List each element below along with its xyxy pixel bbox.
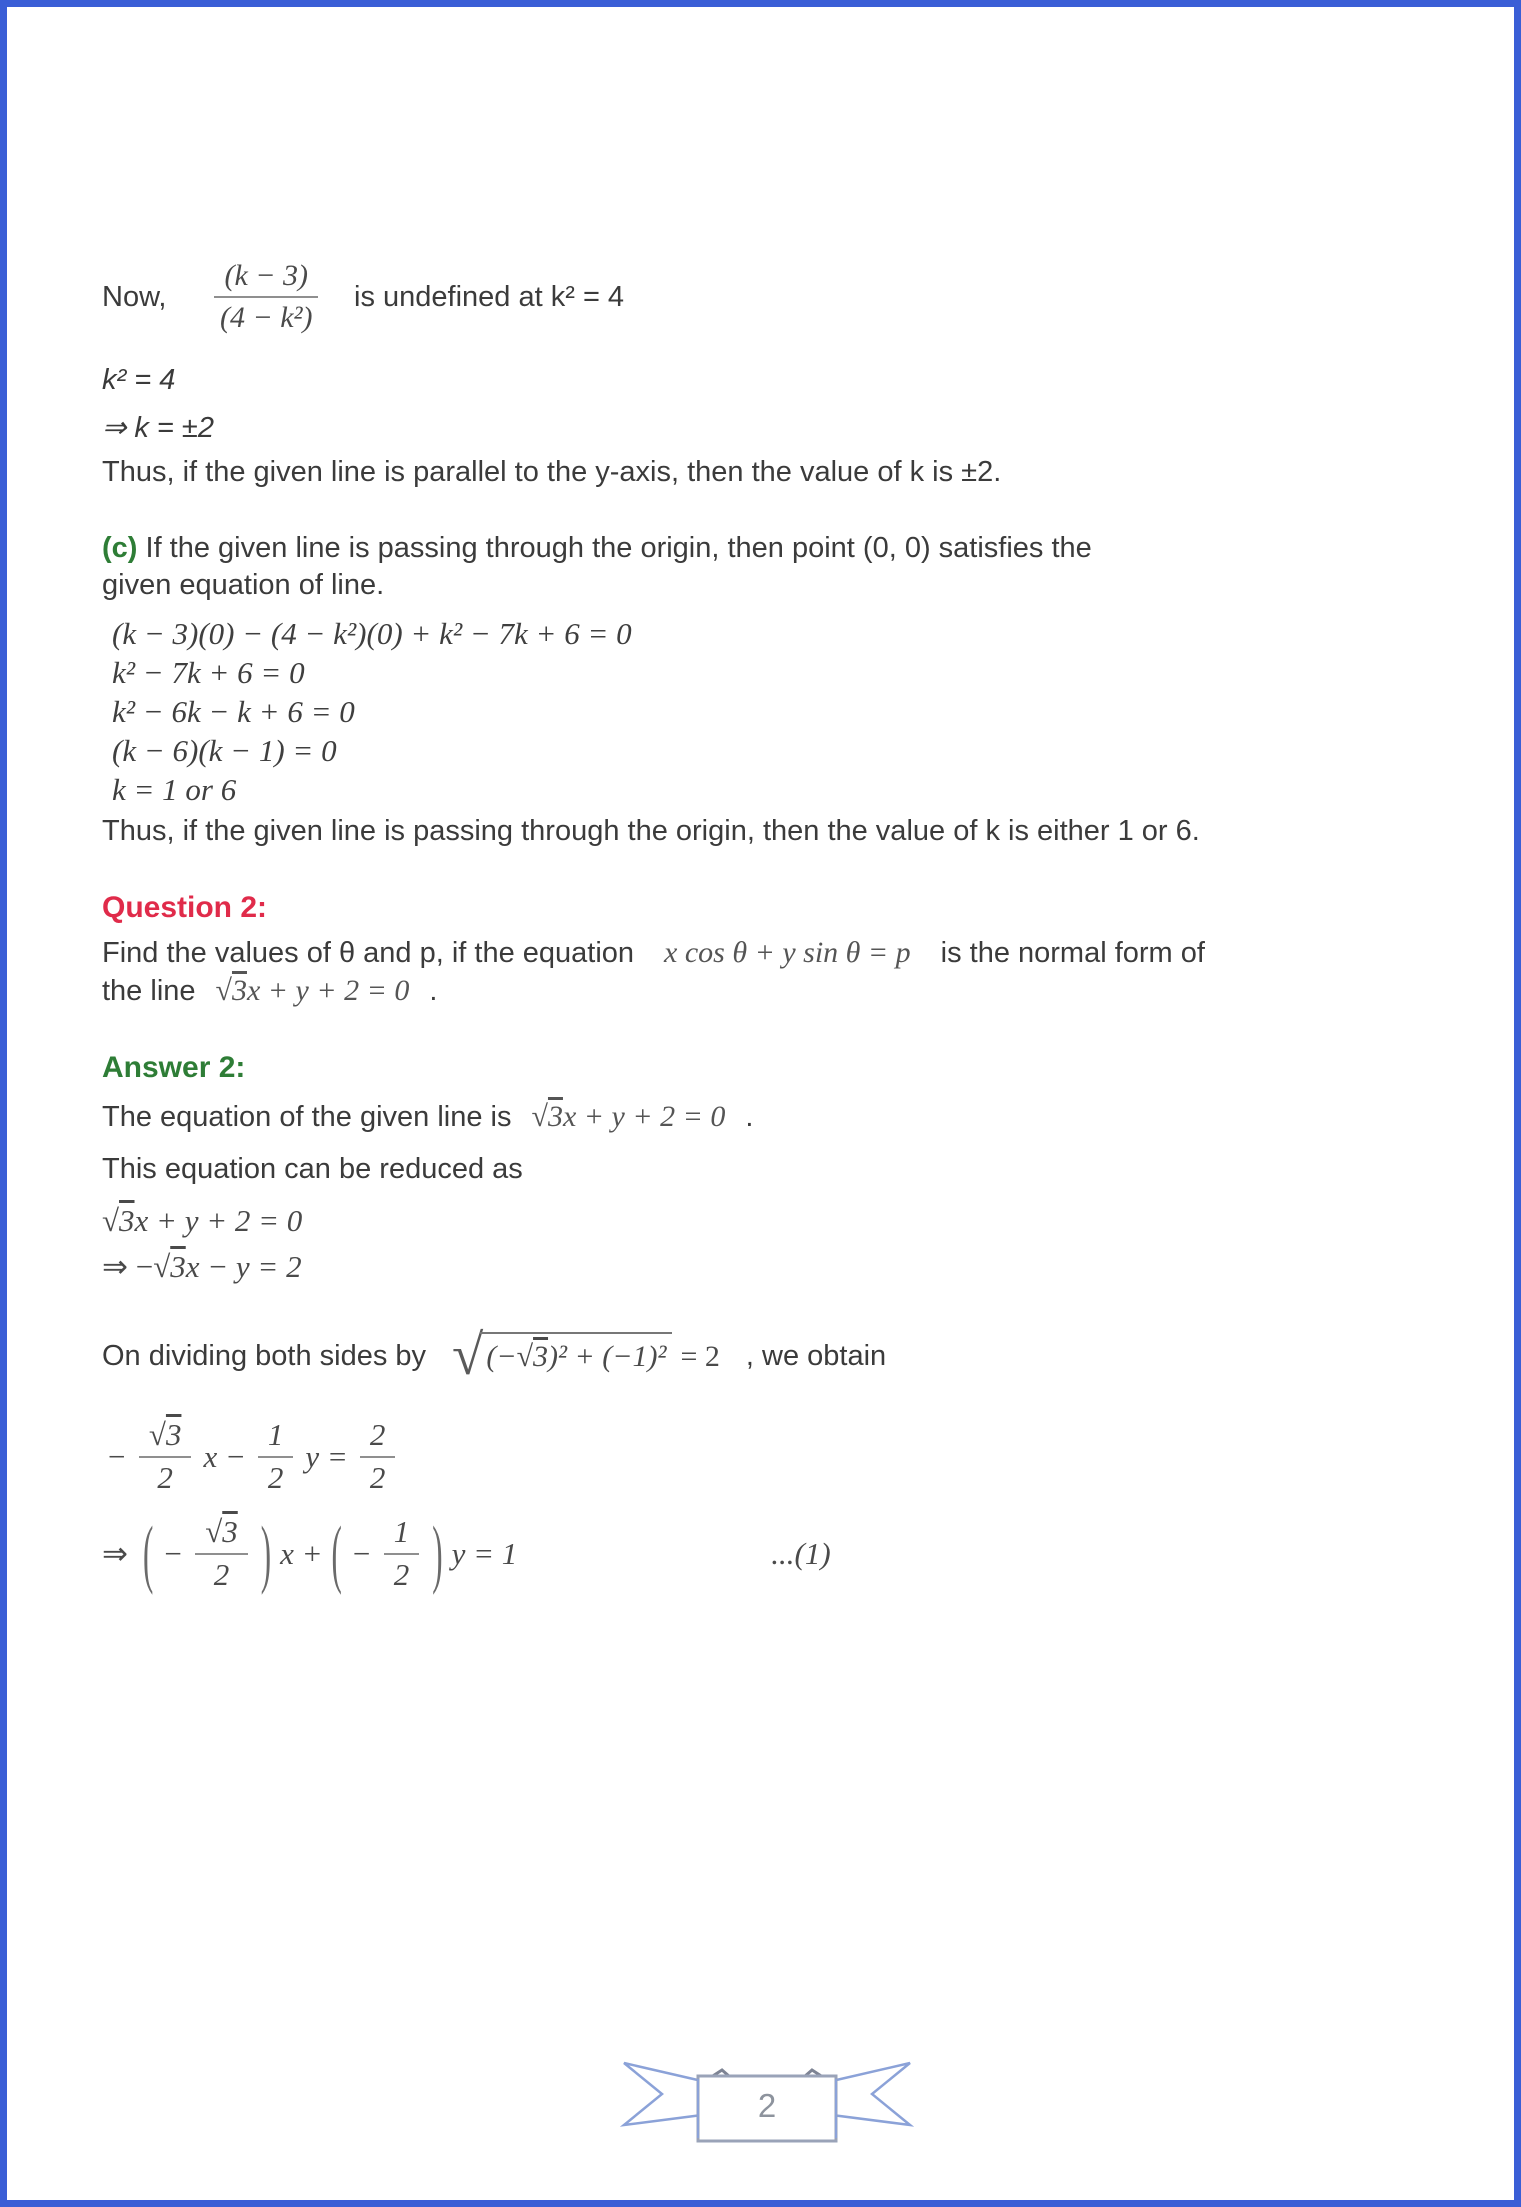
- answer-given-line: [102, 1099, 1442, 1135]
- right-paren: ): [432, 1509, 443, 1596]
- conclusion-parallel-y-axis: Thus, if the given line is parallel to the y-axis, then the value of k is ±2.: [102, 456, 1002, 488]
- final-normal-form-equation: ⇒ ( − $\frac{√3}{2}$ ) x + ( − $\frac{1}{2}$ ) y = 1 ...(1): [102, 1515, 1442, 1592]
- equation-number-label: ...(1): [771, 1535, 831, 1571]
- normalized-equation: − $\frac{√3}{2}$ x − $\frac{1}{2}$ y = $\frac{2}{2}$: [102, 1418, 1442, 1495]
- part-c-line1: If the given line is passing through the origin, then point (0, 0) satisfies the: [145, 532, 1092, 564]
- fraction-sqrt3-over-2: $\frac{√3}{2}$: [195, 1515, 248, 1592]
- question-2-body-line2: [102, 973, 1442, 1009]
- fraction-denominator: (4 − k²): [219, 301, 313, 334]
- part-c-line2: given equation of line.: [102, 569, 385, 601]
- fraction-k-minus-3-over-4-minus-k2: [214, 259, 318, 334]
- conclusion-through-origin: Thus, if the given line is passing through the origin, then the value of k is either 1 or 6.: [102, 815, 1200, 847]
- question-text-a: Find the values of θ and p, if the equation: [102, 937, 635, 969]
- equation-sqrt3x-plus-y: √3x + y + 2 = 0: [102, 1203, 303, 1238]
- question-period: .: [429, 975, 438, 1007]
- question-text-c: the line: [102, 975, 196, 1007]
- fraction-numerator: (k − 3): [214, 259, 318, 298]
- given-line-equation: √3x + y + 2 = 0: [531, 1100, 726, 1133]
- fraction-1-over-2: $\frac{1}{2}$: [384, 1515, 420, 1592]
- fraction-1-over-2: $\frac{1}{2}$: [258, 1418, 294, 1495]
- question-text-b: is the normal form of: [940, 937, 1205, 969]
- equation-line: (k − 6)(k − 1) = 0: [112, 733, 337, 768]
- page-number-ribbon: [620, 2057, 914, 2155]
- divisor-radical-expression: √ (−√3)² + (−1)² = 2: [452, 1324, 720, 1387]
- part-c-paragraph: [102, 530, 1442, 604]
- equation-neg-sqrt3x-minus-y: ⇒ −√3x − y = 2: [102, 1249, 302, 1284]
- answer-2-heading: Answer 2:: [102, 1051, 246, 1084]
- equation-line: k² − 6k − k + 6 = 0: [112, 694, 355, 729]
- fraction-2-over-2: $\frac{2}{2}$: [360, 1418, 396, 1495]
- answer-text-a: The equation of the given line is: [102, 1101, 512, 1133]
- equation-line: (k − 3)(0) − (4 − k²)(0) + k² − 7k + 6 = 0: [112, 616, 632, 651]
- page-number: 2: [757, 2087, 777, 2124]
- left-paren: (: [142, 1509, 154, 1596]
- equation-line: k² − 7k + 6 = 0: [112, 655, 305, 690]
- given-line-equation: √3x + y + 2 = 0: [215, 974, 410, 1007]
- radical-sign: √: [452, 1324, 484, 1387]
- undefined-condition-text: is undefined at k² = 4: [354, 280, 625, 313]
- dividing-text-a: On dividing both sides by: [102, 1339, 427, 1372]
- now-label: Now,: [102, 280, 167, 313]
- left-paren: (: [331, 1509, 342, 1596]
- normal-form-equation: x cos θ + y sin θ = p: [664, 936, 911, 969]
- answer-period: .: [745, 1101, 754, 1133]
- equation-line: k = 1 or 6: [112, 772, 237, 807]
- question-2-heading: Question 2:: [102, 891, 268, 924]
- reduced-intro-text: This equation can be reduced as: [102, 1153, 523, 1185]
- derivation-block: [112, 614, 1442, 809]
- part-c-label: (c): [102, 532, 138, 564]
- question-2-body-line1: [102, 935, 1442, 971]
- page-content: [102, 7, 1442, 1596]
- dividing-statement: [102, 1324, 1442, 1387]
- dividing-text-b: , we obtain: [745, 1339, 887, 1372]
- fraction-sqrt3-over-2: $\frac{√3}{2}$: [139, 1418, 192, 1495]
- equation-k-plusminus-2: ⇒ k = ±2: [102, 412, 214, 444]
- equation-k2-equals-4: k² = 4: [102, 364, 176, 396]
- now-statement: [102, 259, 1442, 334]
- right-paren: ): [260, 1509, 272, 1596]
